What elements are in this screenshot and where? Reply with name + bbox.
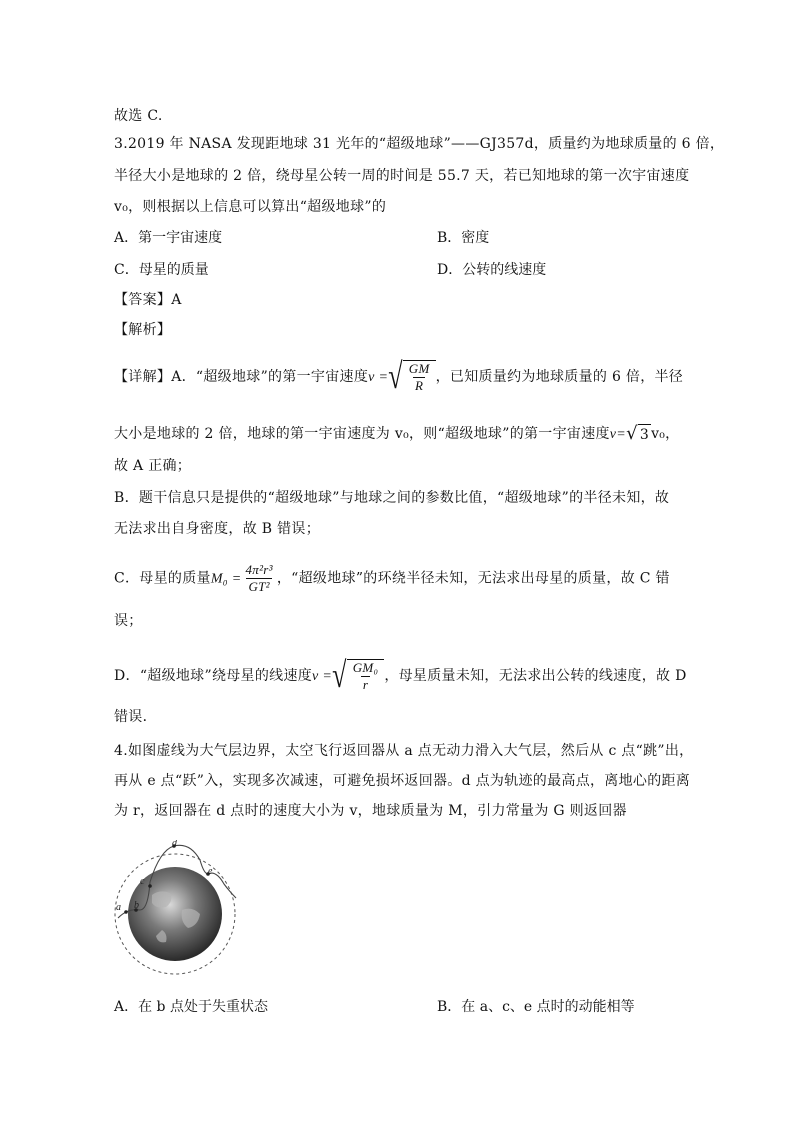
detail-c-line-1 [114, 562, 670, 595]
detail-a-text-pre: 【详解】A．“超级地球”的第一宇宙速度 [114, 369, 369, 385]
detail-c-text-post: ，“超级地球”的环绕半径未知，无法求出母星的质量，故 C 错 [276, 570, 670, 587]
point-c-label: c [140, 876, 145, 887]
frac-num-gm0: GM₀ [352, 660, 379, 675]
point-c-marker [148, 884, 152, 888]
detail-a-line-3: 故 A 正确； [114, 458, 192, 474]
frac-den-small-r: r [362, 677, 369, 692]
q4-option-b: B．在 a、c、e 点时的动能相等 [437, 999, 635, 1015]
q4-stem-line-2: 再从 e 点“跃”入，实现多次减速，可避免损坏返回器。d 点为轨迹的最高点，离地心的距离 [114, 773, 691, 789]
detail-a2-text-post: v₀， [651, 426, 680, 442]
sqrt-gm0-over-r: √ $\frac{\text{GM₀}}{r}$ [332, 659, 384, 693]
frac-den-r: R [415, 378, 424, 393]
q4-stem-line-3: 为 r，返回器在 d 点时的速度大小为 v，地球质量为 M，引力常量为 G 则返回器 [114, 803, 627, 819]
frac-num-gm: GM [408, 361, 430, 376]
point-a-label: a [116, 902, 121, 913]
sqrt-3: √ 3 [626, 423, 650, 444]
q4-stem-line-1: 4.如图虚线为大气层边界，太空飞行返回器从 a 点无动力滑入大气层，然后从 c 点“跳”出， [114, 743, 694, 759]
detail-a-line-2 [114, 421, 679, 447]
point-b-label: b [134, 900, 139, 911]
detail-d-text-pre: D．“超级地球”绕母星的线速度 [114, 668, 313, 684]
point-e-label: e [208, 866, 213, 877]
reentry-trajectory-figure [112, 840, 247, 980]
detail-a-line-1 [114, 356, 684, 397]
detail-d-line-2: 错误． [114, 709, 157, 725]
answer-label: 【答案】A [114, 292, 182, 308]
detail-b-line-2: 无法求出自身密度，故 B 错误； [114, 521, 320, 537]
detail-b-line-1: B．题干信息只是提供的“超级地球”与地球之间的参数比值，“超级地球”的半径未知，故 [114, 490, 670, 506]
sqrt-gm-over-r: √ $\frac{GM}{R}$ [388, 360, 435, 394]
q3-option-c: C．母星的质量 [114, 262, 209, 278]
q3-option-d: D．公转的线速度 [437, 262, 547, 278]
formula-m0-eq: M₀ = [210, 571, 242, 587]
detail-c-text-pre: C．母星的质量 [114, 570, 211, 587]
q3-option-a: A．第一宇宙速度 [114, 230, 223, 246]
detail-a2-text-pre: 大小是地球的 2 倍，地球的第一宇宙速度为 v₀，则“超级地球”的第一宇宙速度 [114, 426, 610, 442]
analysis-label: 【解析】 [114, 322, 172, 338]
q3-stem-line-2: 半径大小是地球的 2 倍，绕母星公转一周的时间是 55.7 天，若已知地球的第一次宇宙速度 [114, 168, 690, 184]
frac-den-gt2: GT² [248, 579, 270, 594]
formula-v-eq: v = [368, 370, 389, 385]
detail-d-text-post: ，母星质量未知，无法求出公转的线速度，故 D [384, 668, 687, 684]
formula-v-eq2: v= [609, 427, 627, 442]
q3-stem-line-1: 3.2019 年 NASA 发现距地球 31 光年的“超级地球”——GJ357d，质量约为地球质量的 6 倍， [114, 136, 725, 152]
q3-option-b: B．密度 [437, 230, 490, 246]
frac-num-4pi2r3: 4π²r³ [245, 562, 273, 577]
q4-option-a: A．在 b 点处于失重状态 [114, 999, 268, 1015]
detail-d-line-1 [114, 655, 687, 696]
frac-mass-formula [244, 562, 275, 595]
point-d-label: d [172, 840, 177, 849]
formula-v-eq3: v = [312, 669, 333, 684]
line-conclusion: 故选 C. [114, 108, 163, 124]
detail-a-text-post: ，已知质量约为地球质量的 6 倍，半径 [435, 369, 684, 385]
detail-c-line-2: 误； [114, 613, 143, 629]
point-a-marker [124, 910, 128, 914]
q3-stem-line-3: v₀，则根据以上信息可以算出“超级地球”的 [114, 199, 387, 215]
